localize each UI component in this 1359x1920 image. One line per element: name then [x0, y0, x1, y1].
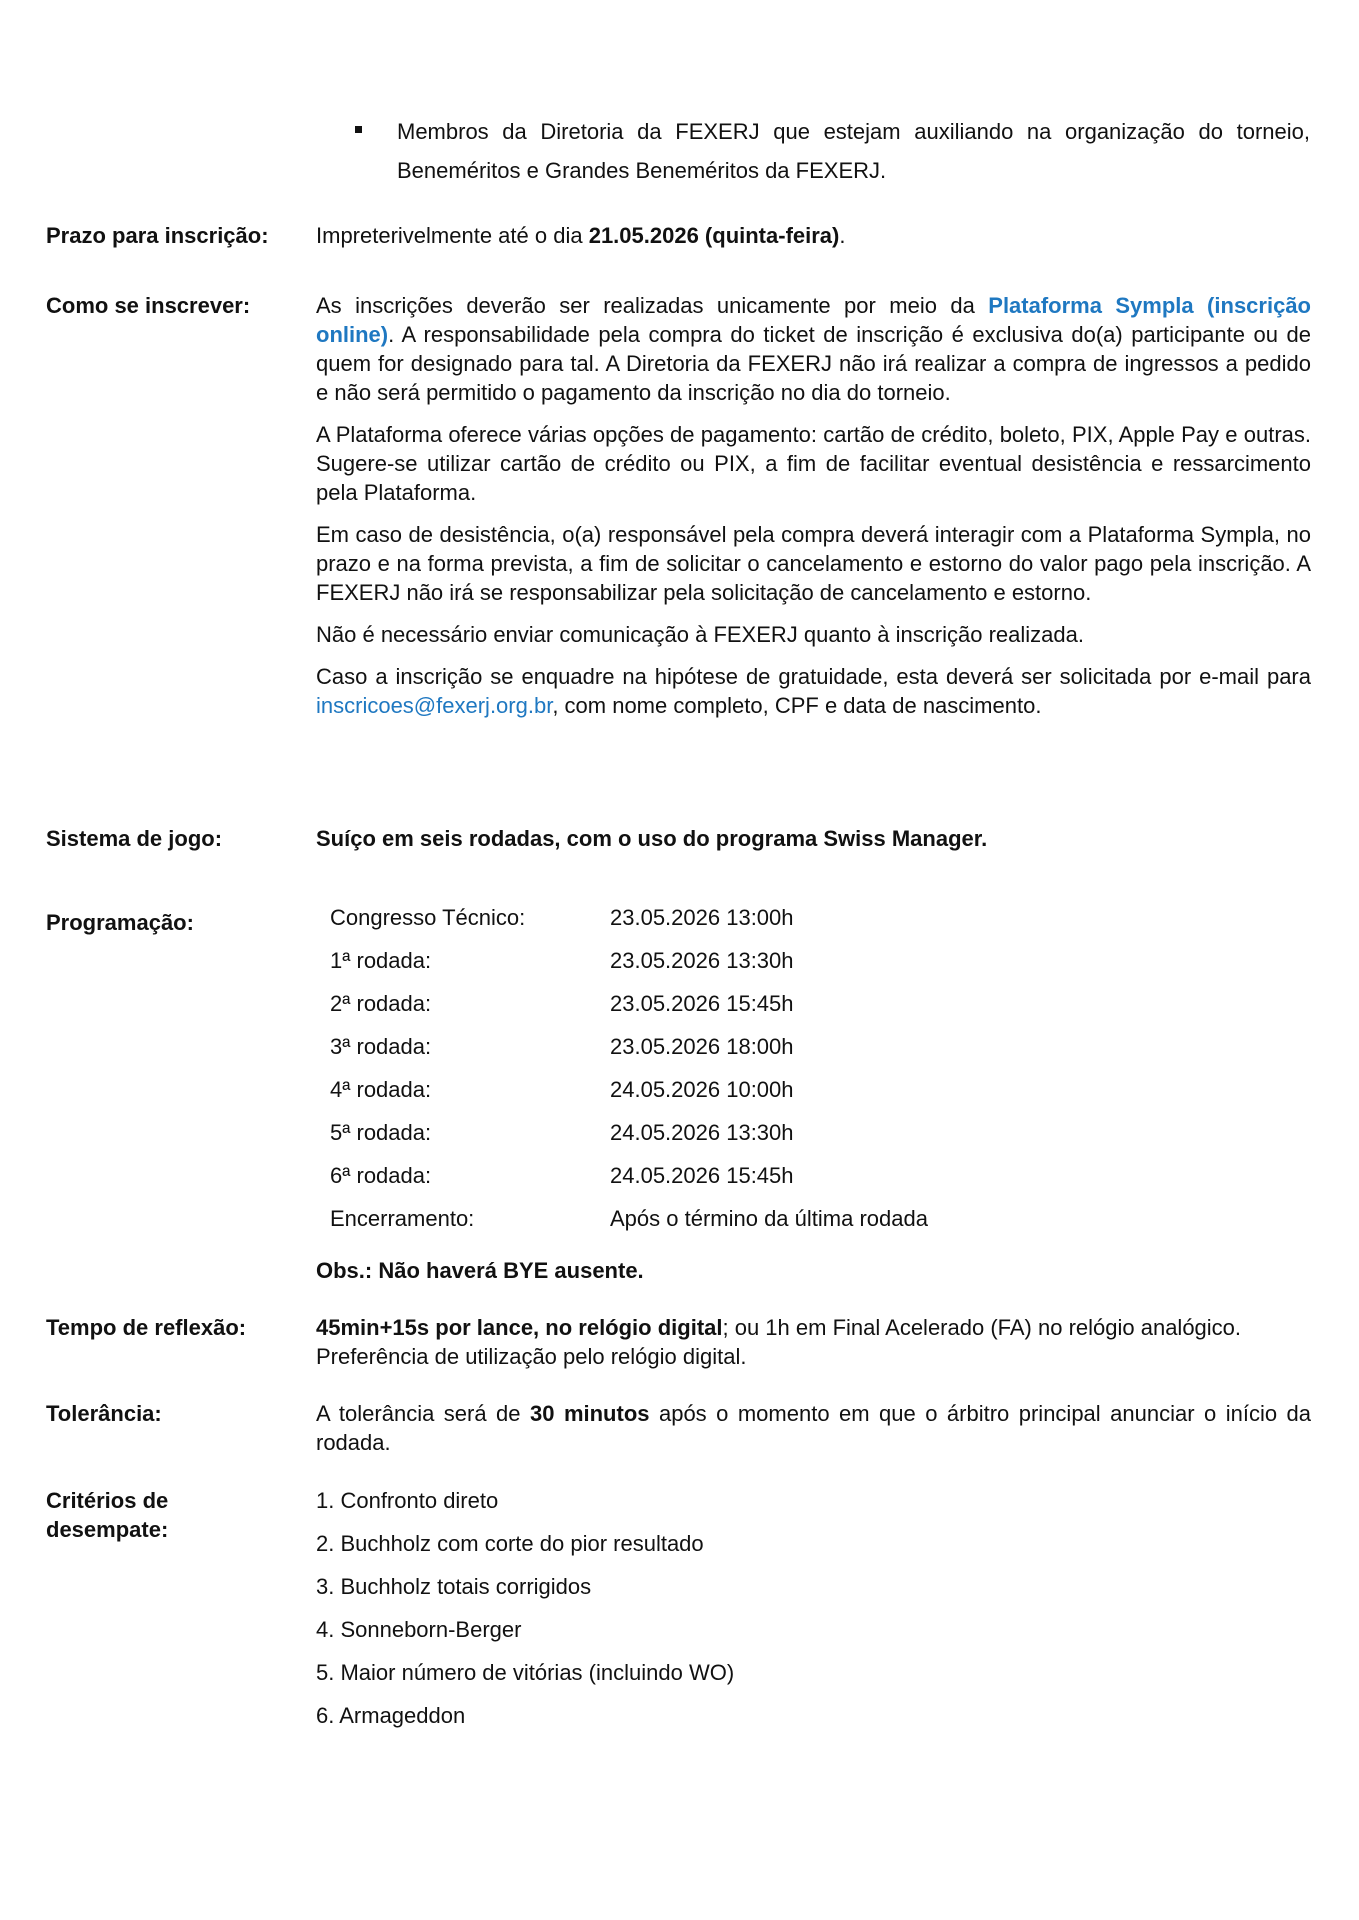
como-content [316, 291, 1311, 733]
email-link[interactable]: inscricoes@fexerj.org.br [316, 693, 553, 718]
criterios-label-line-1: Critérios de [46, 1488, 169, 1513]
criterios-label [46, 1486, 168, 1544]
criterio-item: 3. Buchholz totais corrigidos [316, 1574, 592, 1599]
criterios-list [316, 1486, 734, 1744]
tempo-label: Tempo de reflexão: [46, 1315, 247, 1340]
criterio-item: 4. Sonneborn-Berger [316, 1617, 522, 1642]
sympla-link[interactable]: Plataforma Sympla (inscrição online) [316, 293, 1311, 347]
schedule-key: Encerramento: [330, 1206, 475, 1231]
programacao-obs: Obs.: Não haverá BYE ausente. [316, 1258, 644, 1283]
schedule-value: 23.05.2026 18:00h [610, 1034, 794, 1059]
schedule-value: 23.05.2026 13:30h [610, 948, 794, 973]
square-bullet-icon [355, 126, 362, 133]
schedule-key: 5ª rodada: [330, 1120, 432, 1145]
criterios-label-line-2: desempate: [46, 1517, 169, 1542]
criterio-item: 1. Confronto direto [316, 1488, 499, 1513]
schedule-key: Congresso Técnico: [330, 905, 526, 930]
schedule-value: 24.05.2026 10:00h [610, 1077, 794, 1102]
programacao-label: Programação: [46, 910, 194, 935]
como-p5-prefix: Caso a inscrição se enquadre na hipótese de gratuidade, esta deverá ser solicitada por e-mail para [316, 664, 1311, 689]
como-p5-suffix: , com nome completo, CPF e data de nascimento. [552, 693, 1042, 718]
prazo-text-prefix: Impreterivelmente até o dia [316, 223, 589, 248]
schedule-key: 1ª rodada: [330, 948, 432, 973]
tolerancia-text-prefix: A tolerância será de [316, 1401, 530, 1426]
tempo-text-rest: ; ou 1h em Final Acelerado (FA) no relógio analógico. Preferência de utilização pelo relógio digital. [316, 1315, 1242, 1369]
prazo-text-suffix: . [839, 223, 846, 248]
como-label: Como se inscrever: [46, 293, 251, 318]
sistema-label: Sistema de jogo: [46, 826, 223, 851]
schedule-value: 24.05.2026 13:30h [610, 1120, 794, 1145]
como-p1-prefix: As inscrições deverão ser realizadas unicamente por meio da [316, 293, 989, 318]
prazo-label: Prazo para inscrição: [46, 223, 269, 248]
schedule-key: 2ª rodada: [330, 991, 432, 1016]
sistema-value: Suíço em seis rodadas, com o uso do programa Swiss Manager. [316, 826, 988, 851]
schedule-value: 23.05.2026 13:00h [610, 905, 794, 930]
tempo-text-bold: 45min+15s por lance, no relógio digital [316, 1315, 723, 1340]
schedule-key: 6ª rodada: [330, 1163, 432, 1188]
como-paragraph-1 [316, 291, 1311, 407]
como-paragraph-5 [316, 662, 1311, 720]
tolerancia-label: Tolerância: [46, 1401, 162, 1426]
bullet-list-item [355, 112, 1310, 190]
schedule-value: 23.05.2026 15:45h [610, 991, 794, 1016]
como-paragraph-2: A Plataforma oferece várias opções de pagamento: cartão de crédito, boleto, PIX, Apple Pay e outras. Sugere-se utilizar cartão de crédito ou PIX, a fim de facilitar eventual desistência e ressarcimento pela Plataforma. [316, 422, 1311, 505]
criterio-item: 2. Buchholz com corte do pior resultado [316, 1531, 704, 1556]
tolerancia-text-suffix: após o momento em que o árbitro principal anunciar o início da rodada. [316, 1401, 1311, 1455]
tempo-value [316, 1313, 1311, 1371]
schedule-key: 3ª rodada: [330, 1034, 432, 1059]
schedule-value: 24.05.2026 15:45h [610, 1163, 794, 1188]
como-paragraph-3: Em caso de desistência, o(a) responsável pela compra deverá interagir com a Plataforma Sympla, no prazo e na forma prevista, a fim de solicitar o cancelamento e estorno do valor pago pela inscrição. A FEXERJ não irá se responsabilizar pela solicitação de cancelamento e estorno. [316, 522, 1311, 605]
como-paragraph-4: Não é necessário enviar comunicação à FEXERJ quanto à inscrição realizada. [316, 622, 1084, 647]
prazo-value [316, 221, 1311, 250]
como-p1-suffix: . A responsabilidade pela compra do ticket de inscrição é exclusiva do(a) participante ou de quem for designado para tal. A Diretoria da FEXERJ não irá realizar a compra de ingressos a pedido e não será permitido o pagamento da inscrição no dia do torneio. [316, 322, 1311, 405]
tolerancia-value [316, 1399, 1311, 1457]
prazo-date: 21.05.2026 (quinta-feira) [588, 223, 840, 248]
tolerancia-minutes: 30 minutos [530, 1401, 650, 1426]
schedule-value: Após o término da última rodada [610, 1206, 928, 1231]
schedule-key: 4ª rodada: [330, 1077, 432, 1102]
criterio-item: 5. Maior número de vitórias (incluindo WO) [316, 1660, 735, 1685]
criterio-item: 6. Armageddon [316, 1703, 466, 1728]
bullet-text: Membros da Diretoria da FEXERJ que estejam auxiliando na organização do torneio, Beneméritos e Grandes Beneméritos da FEXERJ. [397, 119, 1310, 183]
